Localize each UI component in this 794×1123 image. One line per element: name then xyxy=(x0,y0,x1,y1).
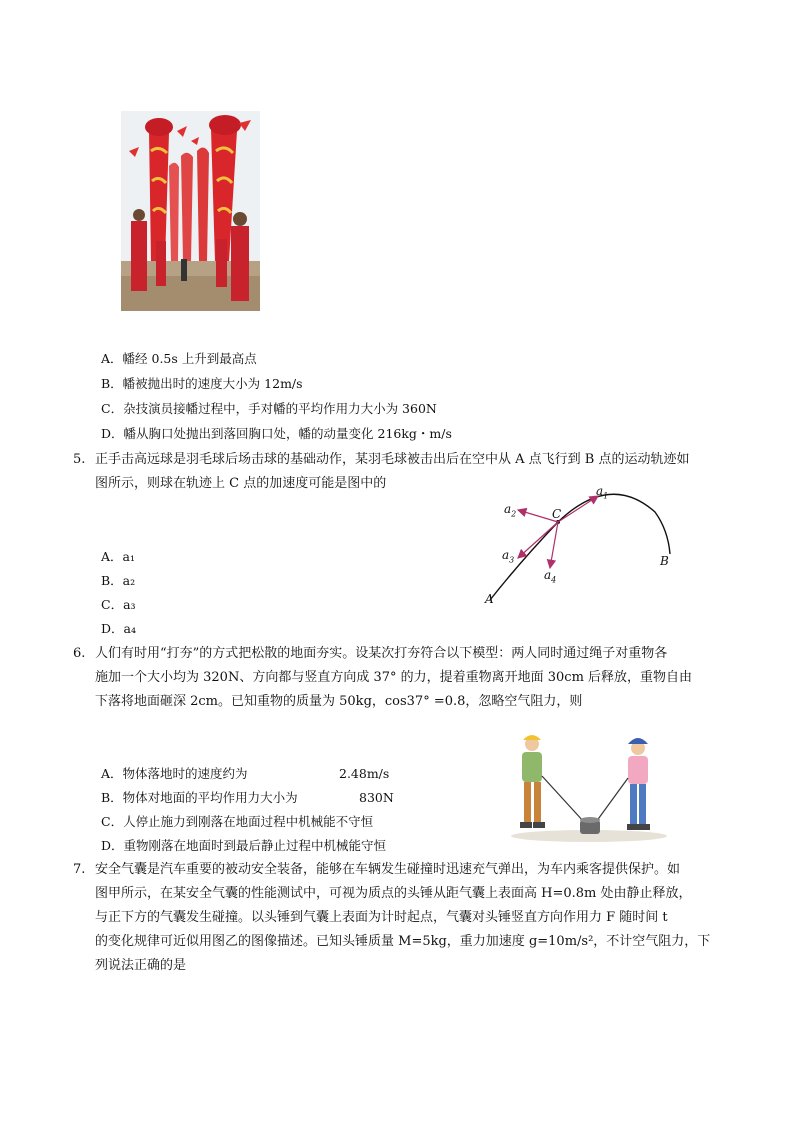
q7-line-5: 列说法正确的是 xyxy=(95,958,187,973)
label-a3: $a_3$ xyxy=(502,548,515,565)
arrow-a1 xyxy=(558,496,598,522)
performers-photo-drawing xyxy=(121,111,260,311)
label-a4: $a_4$ xyxy=(544,568,557,585)
q6-option-a-text: A．物体落地时的速度约为 xyxy=(101,766,248,781)
q7-line-1: 安全气囊是汽车重要的被动安全装备，能够在车辆发生碰撞时迅速充气弹出，为车内乘客提供保护。如 xyxy=(95,862,681,877)
q6-line-1: 人们有时用“打夯”的方式把松散的地面夯实。设某次打夯符合以下模型：两人同时通过绳子对重物各 xyxy=(95,646,668,661)
trajectory-curve xyxy=(490,494,670,600)
q7-number: 7. xyxy=(73,862,86,877)
label-a1: $a_1$ xyxy=(596,484,609,501)
label-a: A xyxy=(485,592,494,606)
q5-line-1: 正手击高远球是羽毛球后场击球的基础动作，某羽毛球被击出后在空中从 A 点飞行到 B 点的运动轨迹如 xyxy=(95,452,690,467)
q7-line-2: 图甲所示，在某安全气囊的性能测试中，可视为质点的头锤从距气囊上表面高 H=0.8m 处由静止释放， xyxy=(95,886,692,901)
q4-option-b: B．幡被抛出时的速度大小为 12m/s xyxy=(101,376,303,391)
q5-number: 5. xyxy=(73,452,86,467)
q4-option-d: D．幡从胸口处抛出到落回胸口处，幡的动量变化 216kg・m/s xyxy=(101,426,452,441)
label-c: C xyxy=(552,507,562,521)
q4-option-c: C．杂技演员接幡过程中，手对幡的平均作用力大小为 360N xyxy=(101,401,437,416)
q6-option-c: C．人停止施力到刚落在地面过程中机械能不守恒 xyxy=(101,814,374,829)
q6-option-b-value: 830N xyxy=(359,790,394,805)
q6-option-b xyxy=(101,790,394,806)
q5-option-a: A．a₁ xyxy=(101,549,135,564)
q5-line-2: 图所示，则球在轨迹上 C 点的加速度可能是图中的 xyxy=(95,476,387,491)
trajectory-figure xyxy=(480,482,680,610)
q7-line-4: 的变化规律可近似用图乙的图像描述。已知头锤质量 M=5kg，重力加速度 g=10m/s²，不计空气阻力，下 xyxy=(95,934,711,949)
arrow-a3 xyxy=(518,522,558,558)
q6-line-2: 施加一个大小均为 320N、方向都与竖直方向成 37° 的力，提着重物离开地面 30cm 后释放，重物自由 xyxy=(95,670,693,685)
q6-option-a-value: 2.48m/s xyxy=(339,766,390,781)
q5-option-c: C．a₃ xyxy=(101,597,136,612)
q7-line-3: 与正下方的气囊发生碰撞。以头锤到气囊上表面为计时起点，气囊对头锤竖直方向作用力 F 随时间 t xyxy=(95,910,668,925)
performers-photo xyxy=(121,111,260,311)
q5-option-d: D．a₄ xyxy=(101,621,136,636)
label-b: B xyxy=(660,554,669,568)
q4-option-a: A．幡经 0.5s 上升到最高点 xyxy=(101,351,257,366)
rammers-illustration xyxy=(506,730,672,846)
q6-line-3: 下落将地面砸深 2cm。已知重物的质量为 50kg，cos37° =0.8，忽略空气阻力，则 xyxy=(95,694,583,709)
q6-option-d: D．重物刚落在地面时到最后静止过程中机械能守恒 xyxy=(101,838,387,853)
q6-option-b-text: B．物体对地面的平均作用力大小为 xyxy=(101,790,298,805)
q5-option-b: B．a₂ xyxy=(101,573,136,588)
q6-number: 6. xyxy=(73,646,86,661)
label-a2: $a_2$ xyxy=(504,502,517,519)
q6-option-a xyxy=(101,766,390,782)
